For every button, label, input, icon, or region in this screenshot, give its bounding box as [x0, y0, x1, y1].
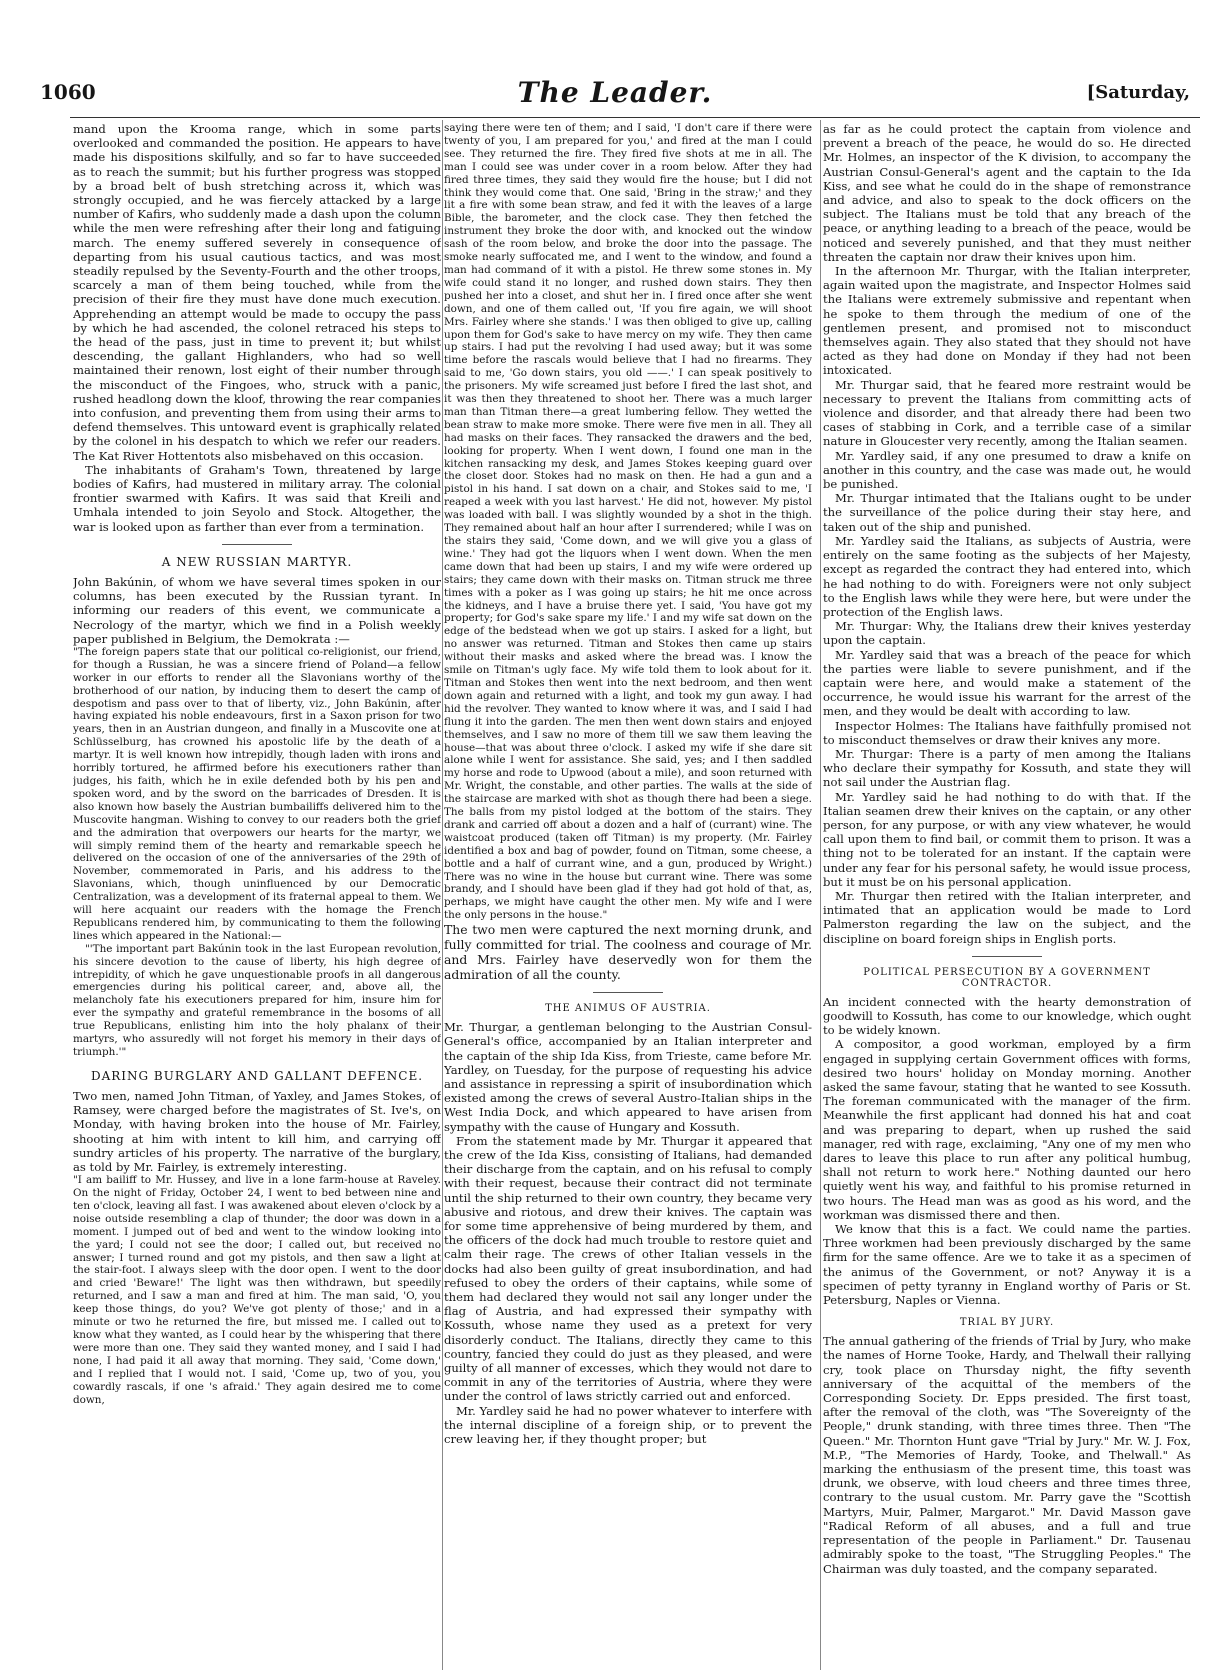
- paragraph: In the afternoon Mr. Thurgar, with the Italian interpreter, again waited upon the magistrate, and Inspector Holmes said the Italians were extremely submissive and repentant when he spoke to them through the medium of one of the gentlemen present, and promised not to misconduct themselves again. They also stated that they should not have acted as they had done on Monday if they had not been intoxicated.: [823, 264, 1191, 378]
- quoted-necrology: [73, 646, 441, 1059]
- paragraph: "The foreign papers state that our political co-religionist, our friend, for though a Russian, he was a sincere friend of Poland—a fellow worker in our efforts to render all the Slavonians worthy of the brotherhood of our nation, by inducing them to desert the camp of despotism and pass over to that of liberty, viz., John Bakúnin, after having expiated his noble endeavours, first in a Saxon prison for two years, then in an Austrian dungeon, and finally in a Muscovite one at Schlüsselburg, has crowned his apostolic life by the death of a martyr. It is well known how intrepidly, though laden with irons and horribly tortured, he affirmed before his executioners rather than judges, his faith, which he in exile defended both by his pen and spoken word, and by the sword on the barricades of Dresden. It is also known how basely the Austrian bumbailiffs delivered him to the Muscovite hangman. Wishing to convey to our readers both the grief and the admiration that overpowers our hearts for the martyr, we will simply remind them of the hearty and remarkable speech he delivered on the occasion of one of the anniversaries of the 29th of November, commemorated in Paris, and his address to the Slavonians, which, though uninfluenced by our Democratic Centralization, was a development of its fraternal appeal to them. We will here acquaint our readers with the homage the French Republicans rendered him, by communicating to them the following lines which appeared in the National:—: [73, 645, 441, 942]
- section-heading-trial-by-jury: TRIAL BY JURY.: [959, 1317, 1055, 1329]
- header-rule: [70, 117, 1200, 118]
- column-1: [73, 122, 441, 1667]
- paragraph: Mr. Thurgar intimated that the Italians ought to be under the surveillance of the police during their stay here, and taken out of the ship and punished.: [823, 491, 1191, 534]
- paragraph: saying there were ten of them; and I said, 'I don't care if there were twenty of you, I am prepared for you,' and fired at the man I could see. They returned the fire. They fired five shots at me in all. The man I could see was under cover in a room below. After they had fired three times, they said they would fire the house; but I did not think they would come that. One said, 'Bring in the straw;' and they lit a fire with some bean straw, and fed it with the leaves of a large Bible, the barometer, and the clock case. They then fetched the instrument they broke the door with, and knocked out the window sash of the room below, and broke the door into the passage. The smoke nearly suffocated me, and I went to the window, and found a man had command of it with a pistol. He threw some stones in. My wife could stand it no longer, and rushed down stairs. They then pushed her into a closet, and shut her in. I fired once after she went down, and one of them called out, 'If you fire again, we will shoot Mrs. Fairley where she stands.' I was then obliged to give up, calling upon them for God's sake to have mercy on my wife. They then came up stairs. I had put the revolving I had used away; but it was some time before the rascals would believe that I had no firearms. They said to me, 'Go down stairs, you old ——.' I can speak positively to the prisoners. My wife screamed just before I fired the last shot, and it was then they threatened to shoot her. There was a much larger man than Titman there—a great lumbering fellow. They wetted the bean straw to make more smoke. There were five men in all. They all had masks on their faces. They ransacked the drawers and the bed, looking for property. When I went down, I found one man in the kitchen ransacking my desk, and James Stokes keeping guard over the closet door. Stokes had no mask on then. He had a gun and a pistol in his hand. I sat down on a chair, and Stokes said to me, 'I reaped a week with you last harvest.' He did not, however. My pistol was loaded with ball. I was slightly wounded by a shot in the thigh. They remained about half an hour after I surrendered; while I was on the stairs they said, 'Come down, and we will give you a glass of wine.' They had got the liquors when I went down. When the men came down that had been up stairs, I and my wife were ordered up stairs; they came down with their masks on. Titman struck me three times with a poker as I was going up stairs; he hit me once across the kidneys, and I have a bruise there yet. I said, 'You have got my property; for God's sake spare my life.' I and my wife sat down on the edge of the bedstead when we got up stairs. I asked for a light, but no answer was returned. Titman and Stokes then came up stairs without their masks and asked where the bread was. I know the smile on Titman's ugly face. My wife told them to look about for it. Titman and Stokes then went into the next bedroom, and then went down again and returned with a light, and took my gun away. I had hid the revolver. They wanted to know where it was, and I said I had flung it into the garden. The men then went down stairs and enjoyed themselves, and I saw no more of them till we saw them leaving the house—that was about three o'clock. I asked my wife if she dare sit alone while I went for assistance. She said, yes; and I then saddled my horse and rode to Upwood (about a mile), and soon returned with Mr. Wright, the constable, and other parties. The walls at the side of the staircase are marked with shot as though there had been a siege. The balls from my pistol lodged at the bottom of the stairs. They drank and carried off about a dozen and a half of (currant) wine. The waistcoat produced (taken off Titman) is my property. (Mr. Fairley identified a box and bag of powder, found on Titman, some cheese, a bottle and a half of currant wine, and a gun, produced by Wright.) There was no wine in the house but currant wine. There was some brandy, and I should have been glad if they had got hold of that, as, perhaps, we might have caught the other men. My wife and I were the only persons in the house.": [444, 122, 812, 922]
- paragraph: Mr. Yardley said, if any one presumed to draw a knife on another in this country, and the case was made out, he would be punished.: [823, 448, 1191, 492]
- paragraph: The inhabitants of Graham's Town, threatened by large bodies of Kafirs, had mustered in military array. The colonial frontier swarmed with Kafirs. It was said that Kreili and Umhala intended to join Seyolo and Stock. Altogether, the war is looked upon as farther than ever from a termination.: [73, 462, 441, 534]
- section-divider: [972, 956, 1042, 957]
- section-heading-russian-martyr: A NEW RUSSIAN MARTYR.: [161, 554, 353, 569]
- section-heading-austria: THE ANIMUS OF AUSTRIA.: [545, 1003, 711, 1015]
- section-heading-burglary: DARING BURGLARY AND GALLANT DEFENCE.: [90, 1068, 424, 1083]
- paragraph: Mr. Yardley said the Italians, as subjects of Austria, were entirely on the same footing as the subjects of her Majesty, except as regarded the contract they had entered into, which he had nothing to do with. Foreigners were not only subject to the English laws while they were here, but were under the protection of the English laws.: [823, 533, 1191, 619]
- paragraph: as far as he could protect the captain from violence and prevent a breach of the peace, he would do so. He directed Mr. Holmes, an inspector of the K division, to accompany the Austrian Consul-General's agent and the captain to the Ida Kiss, and see what he could do in the shape of remonstrance and advice, and also to speak to the dock officers on the subject. The Italians must be told that any breach of the peace, or anything leading to a breach of the peace, would be noticed and severely punished, and that they must neither threaten the captain nor draw their knives upon him.: [823, 122, 1191, 264]
- paragraph: The annual gathering of the friends of Trial by Jury, who make the names of Horne Tooke, Hardy, and Thelwall their rallying cry, took place on Thursday night, the fifty seventh anniversary of the acquittal of the members of the Corresponding Society. Dr. Epps presided. The first toast, after the removal of the cloth, was "The Sovereignty of the People," drunk standing, with three times three. Then "The Queen." Mr. Thornton Hunt gave "Trial by Jury." Mr. W. J. Fox, M.P., "The Memories of Hardy, Tooke, and Thelwall." As marking the enthusiasm of the present time, this toast was drunk, we observe, with loud cheers and three times three, contrary to the usual custom. Mr. Parry gave the "Scottish Martyrs, Muir, Palmer, Margarot." Mr. David Masson gave "Radical Reform of all abuses, and a full and true representation of the people in Parliament." Dr. Tausenau admirably spoke to the toast, "The Struggling Peoples." The Chairman was duly toasted, and the company separated.: [823, 1334, 1191, 1576]
- paragraph: The two men were captured the next morning drunk, and fully committed for trial. The coolness and courage of Mr. and Mrs. Fairley have deservedly won for them the admiration of all the county.: [444, 922, 812, 983]
- paragraph: We know that this is a fact. We could name the parties. Three workmen had been previously discharged by the same firm for the same offence. Are we to take it as a specimen of the animus of the Government, or not? Anyway it is a specimen of petty tyranny in England worthy of Paris or St. Petersburg, Naples or Vienna.: [823, 1222, 1191, 1308]
- paragraph: Mr. Thurgar then retired with the Italian interpreter, and intimated that an application would be made to Lord Palmerston regarding the law on the subject, and the discipline on board foreign ships in English ports.: [823, 888, 1191, 946]
- paragraph: An incident connected with the hearty demonstration of goodwill to Kossuth, has come to our knowledge, which ought to be widely known.: [823, 994, 1191, 1038]
- section-divider: [593, 992, 663, 993]
- paragraph: Mr. Thurgar said, that he feared more restraint would be necessary to prevent the Italians from committing acts of violence and disorder, and that already there had been two cases of stabbing in Cork, and a terrible case of a similar nature in Gloucester very recently, among the Italian seamen.: [823, 377, 1191, 449]
- paragraph: Mr. Thurgar: There is a party of men among the Italians who declare their sympathy for Kossuth, and state they will not sail under the Austrian flag.: [823, 746, 1191, 790]
- quoted-testimony: [73, 1174, 441, 1406]
- paragraph: Mr. Yardley said he had nothing to do with that. If the Italian seamen drew their knives on the captain, or any other person, for any purpose, or with any view whatever, he would call upon them to find bail, or commit them to prison. It was a thing not to be tolerated for an instant. If the captain were under any fear for his personal safety, he would issue process, but it must be on his personal application.: [823, 789, 1191, 889]
- paragraph: "'The important part Bakúnin took in the last European revolution, his sincere devotion to the cause of liberty, his high degree of intrepidity, of which he gave unquestionable proofs in all dangerous emergencies during his political career, and, above all, the melancholy fate his executioners prepared for him, insure him for ever the sympathy and grateful remembrance in the bosoms of all true Republicans, enlisting him into the holy phalanx of their martyrs, who assuredly will not forget his memory in their days of triumph.'": [73, 942, 441, 1058]
- issue-day: [Saturday,: [1086, 82, 1190, 103]
- paragraph: John Bakúnin, of whom we have several times spoken in our columns, has been executed by the Russian tyrant. In informing our readers of this event, we communicate a Necrology of the martyr, which we find in a Polish weekly paper published in Belgium, the Demokrata :—: [73, 574, 441, 646]
- paragraph: Mr. Yardley said that was a breach of the peace for which the parties were liable to severe punishment, and if the captain were here, and would make a statement of the occurrence, he would issue his warrant for the arrest of the men, and they would be dealt with according to law.: [823, 647, 1191, 719]
- paragraph: "I am bailiff to Mr. Hussey, and live in a lone farm-house at Raveley. On the night of Friday, October 24, I went to bed between nine and ten o'clock, leaving all fast. I was awakened about eleven o'clock by a noise outside resembling a clap of thunder; the door was down in a moment. I jumped out of bed and went to the window looking into the yard; I could not see the door; I called out, but received no answer; I turned round and got my pistols, and then saw a light at the stair-foot. I always sleep with the door open. I went to the door and cried 'Beware!' The light was then withdrawn, but speedily returned, and I saw a man and fired at him. The man said, 'O, you keep those things, do you? We've got plenty of those;' and in a minute or two he returned the fire, but missed me. I called out to know what they wanted, as I could hear by the whispering that there were more than one. They said they wanted money, and I said I had none, I had paid it all away that morning. They said, 'Come down,' and I replied that I would not. I said, 'Come up, two of you, you cowardly rascals, if one 's afraid.' They again desired me to come down,: [73, 1174, 441, 1406]
- page-number: 1060: [40, 80, 96, 104]
- quoted-testimony-continued: [444, 122, 812, 922]
- paragraph: Mr. Thurgar, a gentleman belonging to the Austrian Consul-General's office, accompanied by an Italian interpreter and the captain of the ship Ida Kiss, from Trieste, came before Mr. Yardley, on Tuesday, for the purpose of requesting his advice and assistance in repressing a spirit of insubordination which existed among the crews of several Austro-Italian ships in the West India Dock, and which appeared to have arisen from sympathy with the cause of Hungary and Kossuth.: [444, 1020, 812, 1134]
- paragraph: Mr. Yardley said he had no power whatever to interfere with the internal discipline of a foreign ship, or to prevent the crew leaving her, if they thought proper; but: [444, 1403, 812, 1447]
- column-3: [823, 122, 1191, 1667]
- section-heading-persecution: POLITICAL PERSECUTION BY A GOVERNMENT CONTRACTOR.: [863, 966, 1151, 989]
- journal-title: The Leader.: [517, 76, 713, 109]
- paragraph: From the statement made by Mr. Thurgar it appeared that the crew of the Ida Kiss, consisting of Italians, had demanded their discharge from the captain, and on his refusal to comply with their request, because their contract did not terminate until the ship returned to their own country, they became very abusive and riotous, and drew their knives. The captain was for some time apprehensive of being murdered by them, and the officers of the dock had much trouble to restore quiet and calm their rage. The crews of other Italian vessels in the docks had also been guilty of great insubordination, and had refused to obey the orders of their captains, while some of them had declared they would not sail any longer under the flag of Austria, and had expressed their sympathy with Kossuth, whose name they used as a pretext for very disorderly conduct. The Italians, directly they came to this country, fancied they could do just as they pleased, and were guilty of all manner of excesses, which they would not dare to commit in any of the territories of Austria, where they were under the control of laws strictly carried out and enforced.: [444, 1133, 812, 1404]
- paragraph: mand upon the Krooma range, which in some parts overlooked and commanded the position. He appears to have made his dispositions skilfully, and so far to have succeeded as to reach the summit; but his further progress was stopped by a broad belt of bush stretching across it, which was strongly occupied, and he was fiercely attacked by a large number of Kafirs, who suddenly made a dash upon the column while the men were refreshing after their long and fatiguing march. The enemy suffered severely in consequence of departing from his usual cautious tactics, and was most steadily repulsed by the Seventy-Fourth and the other troops, scarcely a man of them being touched, while from the precision of their fire they must have done much execution. Apprehending an attempt would be made to occupy the pass by which he had ascended, the colonel retraced his steps to the head of the pass, just in time to prevent it; but whilst descending, the gallant Highlanders, who had so well maintained their renown, lost eight of their number through the misconduct of the Fingoes, who, struck with a panic, rushed headlong down the kloof, throwing the rear companies into confusion, and preventing them from using their arms to defend themselves. This untoward event is graphically related by the colonel in his despatch to which we refer our readers. The Kat River Hottentots also misbehaved on this occasion.: [73, 122, 441, 463]
- paragraph: Mr. Thurgar: Why, the Italians drew their knives yesterday upon the captain.: [823, 619, 1191, 648]
- paragraph: Two men, named John Titman, of Yaxley, and James Stokes, of Ramsey, were charged before the magistrates of St. Ive's, on Monday, with having broken into the house of Mr. Fairley, shooting at him with intent to kill him, and carrying off sundry articles of his property. The narrative of the burglary, as told by Mr. Fairley, is extremely interesting.: [73, 1088, 441, 1174]
- masthead: [40, 76, 1190, 116]
- column-2: [444, 122, 812, 1667]
- paragraph: Inspector Holmes: The Italians have faithfully promised not to misconduct themselves or draw their knives any more.: [823, 718, 1191, 747]
- column-divider: [442, 120, 443, 1670]
- section-divider: [222, 544, 292, 545]
- paragraph: A compositor, a good workman, employed by a firm engaged in supplying certain Government offices with forms, desired two hours' holiday on Monday morning. Another asked the same favour, stating that he wanted to see Kossuth. The foreman communicated with the manager of the firm. Meanwhile the first applicant had donned his hat and coat and was preparing to depart, when up rushed the said manager, red with rage, exclaiming, "Any one of my men who dares to leave this place to run after any political humbug, shall not return to work here." Nothing daunted our hero quietly went his way, and faithful to his promise returned in two hours. The Head man was as good as his word, and the workman was dismissed there and then.: [823, 1037, 1191, 1222]
- column-divider: [820, 120, 821, 1670]
